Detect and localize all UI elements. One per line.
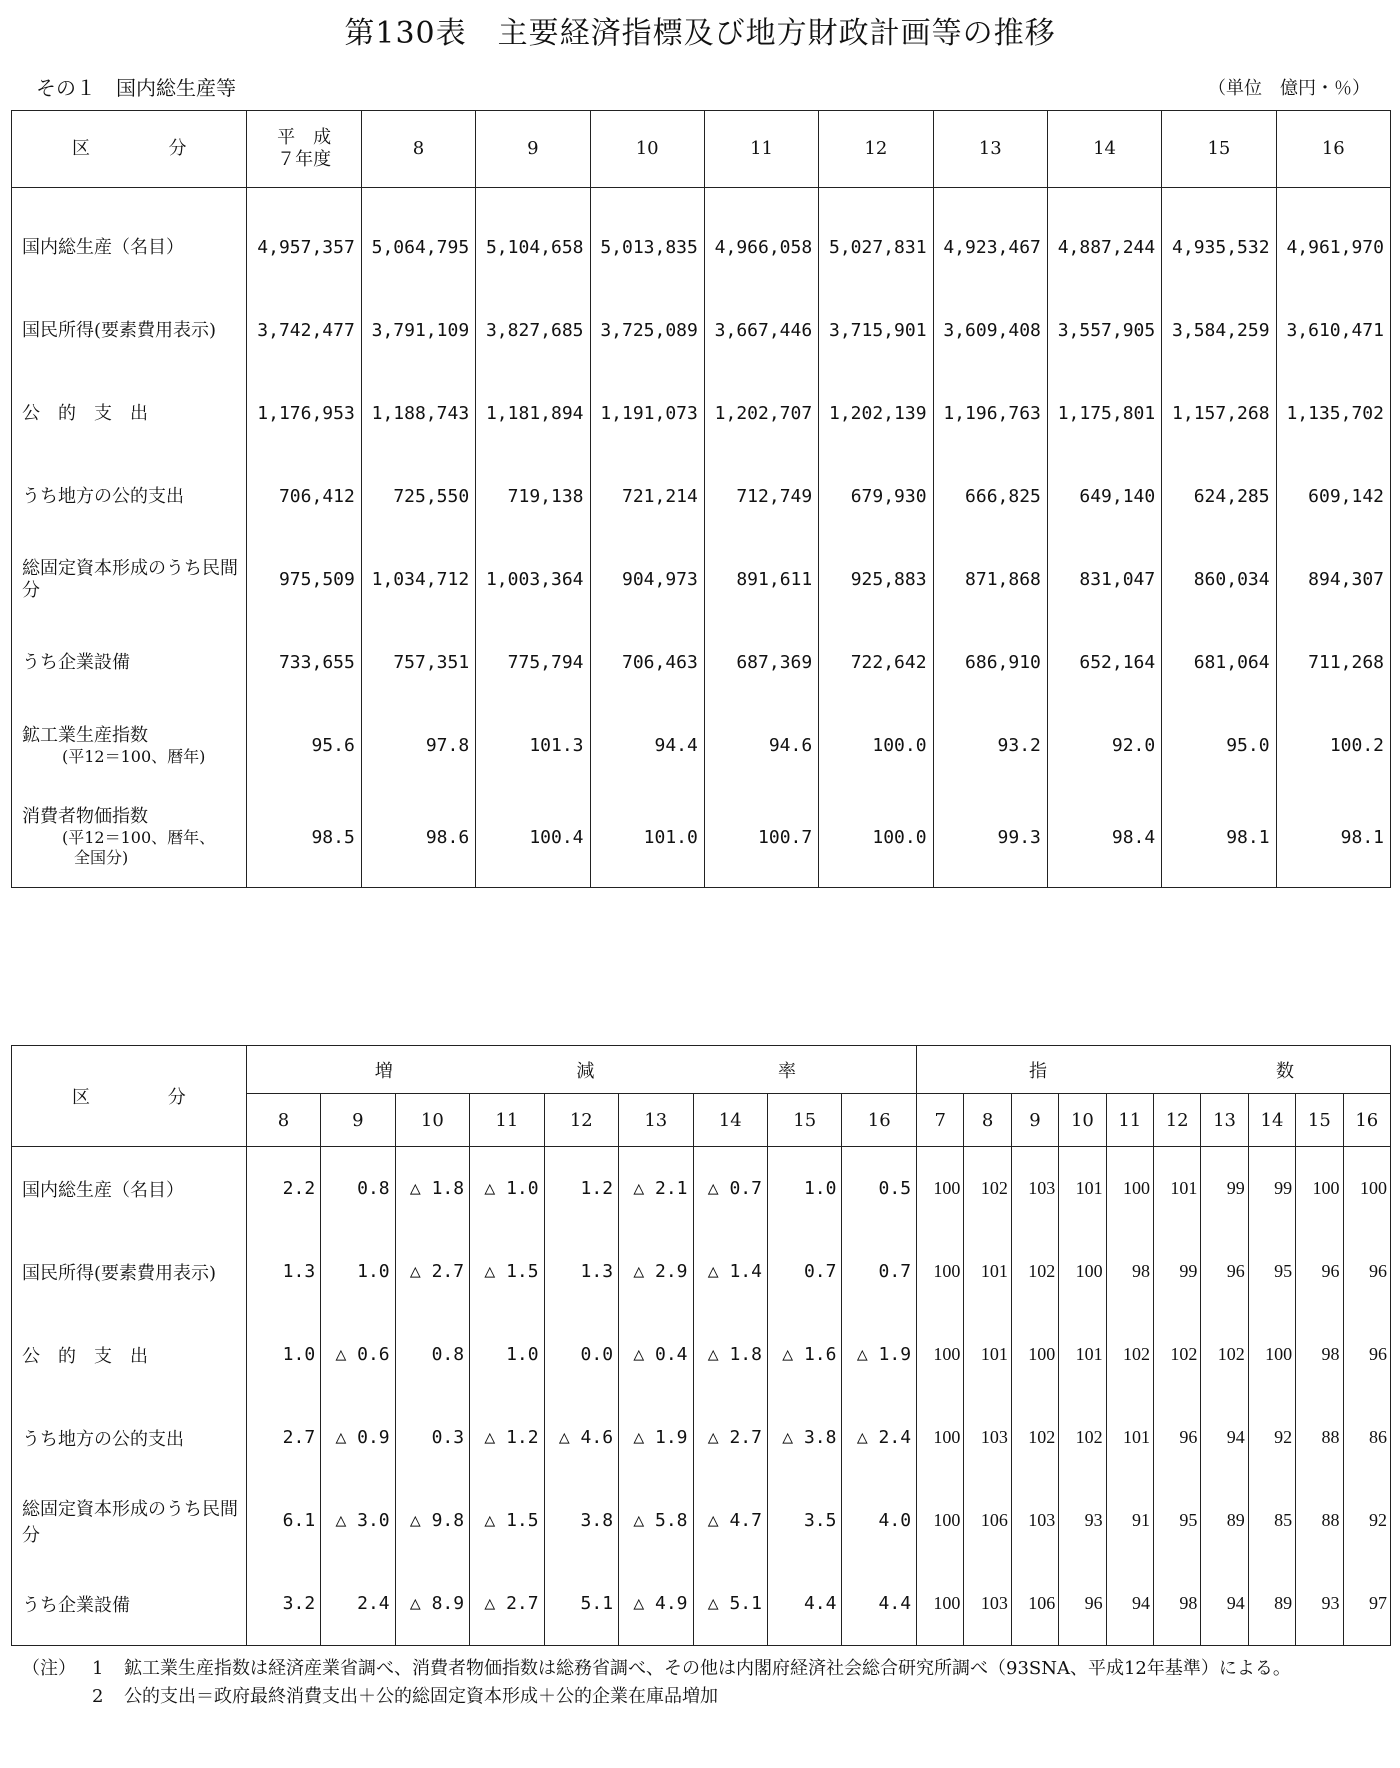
row-label-sub: (平12＝100、暦年) [62, 746, 206, 766]
table-cell: 92.0 [1047, 704, 1161, 787]
index-cell: 94 [1106, 1562, 1153, 1646]
table-cell: 711,268 [1276, 621, 1390, 704]
page-title: 第130表 主要経済指標及び地方財政計画等の推移 [344, 16, 1056, 51]
table-cell: 1,135,702 [1276, 372, 1390, 455]
table-cell: 719,138 [476, 455, 590, 538]
footnote-2 [22, 1683, 1382, 1711]
table-header-row [12, 111, 1391, 188]
index-cell: 96 [1343, 1230, 1390, 1313]
rate-cell: △ 1.6 [767, 1313, 841, 1396]
index-cell: 100 [917, 1396, 964, 1479]
index-cell: 102 [964, 1147, 1011, 1231]
table-cell: 100.0 [819, 787, 933, 888]
index-cell: 99 [1201, 1147, 1248, 1231]
table-cell: 706,463 [590, 621, 704, 704]
rate-cell: 5.1 [544, 1562, 618, 1646]
header-year: 12 [819, 111, 933, 188]
table-cell: 1,181,894 [476, 372, 590, 455]
index-cell: 100 [917, 1562, 964, 1646]
row-label: 国内総生産（名目） [12, 1147, 247, 1231]
header-year: 16 [1276, 111, 1390, 188]
rate-cell: △ 1.4 [693, 1230, 767, 1313]
header-rate-year: 15 [767, 1094, 841, 1147]
rates-index-table [11, 1045, 1391, 1646]
rate-cell: △ 2.9 [619, 1230, 693, 1313]
rate-cell: 0.8 [395, 1313, 469, 1396]
rate-cell: 2.7 [246, 1396, 320, 1479]
rate-cell: △ 4.9 [619, 1562, 693, 1646]
rate-group-char: 増 [374, 1060, 393, 1082]
row-label-text: 公 的 支 出 [22, 402, 148, 424]
index-cell: 101 [964, 1313, 1011, 1396]
table-cell: 100.4 [476, 787, 590, 888]
table-cell: 1,202,139 [819, 372, 933, 455]
rate-cell: 1.0 [321, 1230, 395, 1313]
index-cell: 91 [1106, 1479, 1153, 1562]
index-cell: 101 [1059, 1313, 1106, 1396]
year-first-line1: 平 成 [277, 127, 332, 148]
index-cell: 85 [1248, 1479, 1295, 1562]
header-index-group [917, 1046, 1391, 1094]
row-label [12, 704, 247, 787]
header-year: 9 [476, 111, 590, 188]
index-cell: 102 [1153, 1313, 1200, 1396]
rate-cell: △ 1.8 [395, 1147, 469, 1231]
index-cell: 106 [964, 1479, 1011, 1562]
table-cell: 706,412 [247, 455, 361, 538]
index-cell: 97 [1343, 1562, 1390, 1646]
row-label-text: 総固定資本形成のうち民間分 [22, 557, 238, 601]
header-rate-year: 10 [395, 1094, 469, 1147]
table-cell: 1,188,743 [361, 372, 475, 455]
row-label [12, 787, 247, 888]
rate-cell: △ 1.5 [470, 1230, 544, 1313]
rate-cell: △ 1.8 [693, 1313, 767, 1396]
index-cell: 93 [1059, 1479, 1106, 1562]
index-cell: 100 [917, 1479, 964, 1562]
row-label-text: うち企業設備 [22, 651, 130, 673]
rate-cell: 1.0 [767, 1147, 841, 1231]
index-cell: 103 [964, 1562, 1011, 1646]
table-row [12, 372, 1391, 455]
table-cell: 4,957,357 [247, 188, 361, 290]
index-cell: 101 [964, 1230, 1011, 1313]
group-header-row [12, 1046, 1391, 1094]
index-cell: 99 [1153, 1230, 1200, 1313]
table-cell: 757,351 [361, 621, 475, 704]
table-cell: 100.2 [1276, 704, 1390, 787]
table-cell: 721,214 [590, 455, 704, 538]
table-cell: 891,611 [704, 538, 818, 621]
rate-cell: 3.8 [544, 1479, 618, 1562]
index-cell: 95 [1153, 1479, 1200, 1562]
header-rate-year: 11 [470, 1094, 544, 1147]
table-cell: 4,966,058 [704, 188, 818, 290]
index-cell: 100 [1106, 1147, 1153, 1231]
table-cell: 687,369 [704, 621, 818, 704]
rate-cell: △ 5.8 [619, 1479, 693, 1562]
row-label: 公 的 支 出 [12, 1313, 247, 1396]
header-rate-year: 8 [246, 1094, 320, 1147]
rate-cell: △ 3.0 [321, 1479, 395, 1562]
table-cell: 1,202,707 [704, 372, 818, 455]
index-cell: 102 [1011, 1230, 1058, 1313]
row-label [12, 455, 247, 538]
rate-cell: △ 4.7 [693, 1479, 767, 1562]
header-category: 区 分 [12, 1046, 247, 1147]
row-label: うち地方の公的支出 [12, 1396, 247, 1479]
header-index-year: 11 [1106, 1094, 1153, 1147]
index-cell: 96 [1059, 1562, 1106, 1646]
table-cell: 5,064,795 [361, 188, 475, 290]
table-cell: 624,285 [1162, 455, 1276, 538]
table-row [12, 1230, 1391, 1313]
table-cell: 5,013,835 [590, 188, 704, 290]
table-cell: 100.7 [704, 787, 818, 888]
row-label: うち企業設備 [12, 1562, 247, 1646]
rate-cell: 2.2 [246, 1147, 320, 1231]
rate-cell: 0.7 [842, 1230, 917, 1313]
index-cell: 88 [1296, 1396, 1343, 1479]
header-index-year: 10 [1059, 1094, 1106, 1147]
index-cell: 100 [917, 1147, 964, 1231]
index-cell: 102 [1106, 1313, 1153, 1396]
rate-cell: 1.3 [246, 1230, 320, 1313]
header-year: 10 [590, 111, 704, 188]
row-label-text: 消費者物価指数 [22, 806, 148, 827]
table-cell: 725,550 [361, 455, 475, 538]
index-cell: 100 [1011, 1313, 1058, 1396]
index-cell: 89 [1201, 1479, 1248, 1562]
index-cell: 100 [1343, 1147, 1390, 1231]
table-cell: 3,725,089 [590, 289, 704, 372]
index-cell: 96 [1153, 1396, 1200, 1479]
header-rate-year: 9 [321, 1094, 395, 1147]
index-cell: 96 [1296, 1230, 1343, 1313]
table-cell: 4,923,467 [933, 188, 1047, 290]
row-label: 国民所得(要素費用表示) [12, 1230, 247, 1313]
header-category: 区 分 [12, 111, 247, 188]
rate-cell: △ 0.4 [619, 1313, 693, 1396]
index-group-char: 指 [1029, 1060, 1048, 1082]
table-cell: 98.1 [1162, 787, 1276, 888]
rate-cell: △ 2.7 [470, 1562, 544, 1646]
rate-cell: 3.2 [246, 1562, 320, 1646]
row-label-sub: 全国分) [74, 848, 129, 867]
index-cell: 86 [1343, 1396, 1390, 1479]
index-cell: 101 [1106, 1396, 1153, 1479]
index-cell: 95 [1248, 1230, 1295, 1313]
header-year: 15 [1162, 111, 1276, 188]
table-cell: 3,609,408 [933, 289, 1047, 372]
footnote-text: 公的支出＝政府最終消費支出＋公的総固定資本形成＋公的企業在庫品増加 [124, 1686, 718, 1707]
table-cell: 1,176,953 [247, 372, 361, 455]
table-cell: 5,104,658 [476, 188, 590, 290]
table-row [12, 1396, 1391, 1479]
index-cell: 98 [1106, 1230, 1153, 1313]
rate-cell: 1.3 [544, 1230, 618, 1313]
rate-group-char: 減 [576, 1060, 595, 1082]
header-index-year: 8 [964, 1094, 1011, 1147]
table-row [12, 787, 1391, 888]
rate-cell: 0.3 [395, 1396, 469, 1479]
table-cell: 681,064 [1162, 621, 1276, 704]
table-cell: 3,667,446 [704, 289, 818, 372]
table-cell: 1,003,364 [476, 538, 590, 621]
table-row [12, 1562, 1391, 1646]
header-index-year: 16 [1343, 1094, 1390, 1147]
table-cell: 733,655 [247, 621, 361, 704]
header-rate-year: 14 [693, 1094, 767, 1147]
header-rate-year: 12 [544, 1094, 618, 1147]
table-cell: 925,883 [819, 538, 933, 621]
header-index-year: 14 [1248, 1094, 1295, 1147]
index-cell: 88 [1296, 1479, 1343, 1562]
index-cell: 102 [1011, 1396, 1058, 1479]
rate-cell: 1.0 [470, 1313, 544, 1396]
index-cell: 99 [1248, 1147, 1295, 1231]
header-index-year: 13 [1201, 1094, 1248, 1147]
footnotes [22, 1655, 1382, 1711]
table-row [12, 704, 1391, 787]
table-cell: 775,794 [476, 621, 590, 704]
rate-cell: △ 5.1 [693, 1562, 767, 1646]
table-row [12, 1147, 1391, 1231]
table-cell: 98.4 [1047, 787, 1161, 888]
table-row [12, 455, 1391, 538]
header-index-year: 15 [1296, 1094, 1343, 1147]
table-cell: 98.6 [361, 787, 475, 888]
index-cell: 100 [917, 1313, 964, 1396]
table-cell: 712,749 [704, 455, 818, 538]
table-cell: 4,961,970 [1276, 188, 1390, 290]
rate-cell: 1.0 [246, 1313, 320, 1396]
table-cell: 101.0 [590, 787, 704, 888]
index-cell: 102 [1059, 1396, 1106, 1479]
footnote-1 [22, 1655, 1382, 1683]
index-cell: 100 [1248, 1313, 1295, 1396]
table-cell: 3,827,685 [476, 289, 590, 372]
table-row [12, 1479, 1391, 1562]
header-year-first [247, 111, 361, 188]
row-label-text: 国民所得(要素費用表示) [22, 319, 217, 341]
rate-cell: 0.0 [544, 1313, 618, 1396]
table-cell: 101.3 [476, 704, 590, 787]
rate-cell: △ 1.9 [842, 1313, 917, 1396]
header-year: 13 [933, 111, 1047, 188]
index-cell: 100 [1296, 1147, 1343, 1231]
index-cell: 103 [964, 1396, 1011, 1479]
table-cell: 871,868 [933, 538, 1047, 621]
table-cell: 652,164 [1047, 621, 1161, 704]
table-row [12, 621, 1391, 704]
index-cell: 103 [1011, 1147, 1058, 1231]
index-cell: 98 [1153, 1562, 1200, 1646]
table-cell: 5,027,831 [819, 188, 933, 290]
index-cell: 106 [1011, 1562, 1058, 1646]
table-cell: 686,910 [933, 621, 1047, 704]
rate-cell: △ 8.9 [395, 1562, 469, 1646]
table-cell: 93.2 [933, 704, 1047, 787]
footnote-label: （注） [22, 1658, 76, 1679]
row-label [12, 621, 247, 704]
table-cell: 94.6 [704, 704, 818, 787]
table-cell: 1,175,801 [1047, 372, 1161, 455]
row-label-sub: (平12＝100、暦年、 [62, 828, 216, 847]
index-cell: 92 [1248, 1396, 1295, 1479]
section-subtitle: その１ 国内総生産等 [36, 76, 236, 100]
rate-cell: 0.5 [842, 1147, 917, 1231]
rate-cell: △ 1.0 [470, 1147, 544, 1231]
header-rate-group [246, 1046, 916, 1094]
rate-cell: △ 0.9 [321, 1396, 395, 1479]
table-cell: 97.8 [361, 704, 475, 787]
index-cell: 100 [917, 1230, 964, 1313]
rate-cell: △ 2.7 [693, 1396, 767, 1479]
table-cell: 975,509 [247, 538, 361, 621]
header-index-year: 7 [917, 1094, 964, 1147]
row-label: 総固定資本形成のうち民間分 [12, 1479, 247, 1562]
table-cell: 95.0 [1162, 704, 1276, 787]
footnote-text: 鉱工業生産指数は経済産業省調べ、消費者物価指数は総務省調べ、その他は内閣府経済社会総合研究所調べ（93SNA、平成12年基準）による。 [124, 1658, 1291, 1679]
header-index-year: 12 [1153, 1094, 1200, 1147]
rate-group-char: 率 [778, 1060, 797, 1082]
gdp-table [11, 110, 1391, 888]
rate-cell: 3.5 [767, 1479, 841, 1562]
rate-cell: △ 0.7 [693, 1147, 767, 1231]
table-cell: 4,887,244 [1047, 188, 1161, 290]
index-cell: 102 [1201, 1313, 1248, 1396]
table-cell: 3,557,905 [1047, 289, 1161, 372]
index-cell: 93 [1296, 1562, 1343, 1646]
table-cell: 3,584,259 [1162, 289, 1276, 372]
table-cell: 100.0 [819, 704, 933, 787]
row-label-text: 鉱工業生産指数 [22, 724, 148, 746]
header-rate-year: 13 [619, 1094, 693, 1147]
table-cell: 98.1 [1276, 787, 1390, 888]
footnote-number: 1 [92, 1658, 104, 1679]
header-year: 14 [1047, 111, 1161, 188]
table-cell: 3,742,477 [247, 289, 361, 372]
table-cell: 94.4 [590, 704, 704, 787]
rate-cell: 4.4 [767, 1562, 841, 1646]
table-cell: 95.6 [247, 704, 361, 787]
unit-note: （単位 億円・％） [1208, 78, 1370, 99]
row-label-text: 国内総生産（名目） [22, 236, 184, 258]
index-cell: 92 [1343, 1479, 1390, 1562]
table-cell: 722,642 [819, 621, 933, 704]
table-cell: 3,791,109 [361, 289, 475, 372]
rate-cell: △ 2.4 [842, 1396, 917, 1479]
table-cell: 609,142 [1276, 455, 1390, 538]
index-cell: 96 [1343, 1313, 1390, 1396]
table-cell: 3,610,471 [1276, 289, 1390, 372]
table-cell: 831,047 [1047, 538, 1161, 621]
rate-cell: △ 3.8 [767, 1396, 841, 1479]
rate-cell: △ 2.7 [395, 1230, 469, 1313]
table-cell: 904,973 [590, 538, 704, 621]
header-year: 8 [361, 111, 475, 188]
table-row [12, 188, 1391, 290]
index-cell: 96 [1201, 1230, 1248, 1313]
rate-cell: △ 1.9 [619, 1396, 693, 1479]
rate-cell: 1.2 [544, 1147, 618, 1231]
index-group-char: 数 [1276, 1060, 1294, 1082]
index-cell: 101 [1153, 1147, 1200, 1231]
table-cell: 860,034 [1162, 538, 1276, 621]
index-cell: 94 [1201, 1562, 1248, 1646]
row-label [12, 289, 247, 372]
rate-cell: 4.0 [842, 1479, 917, 1562]
table-row [12, 1313, 1391, 1396]
header-index-year: 9 [1011, 1094, 1058, 1147]
row-label-text: うち地方の公的支出 [22, 485, 184, 507]
year-first-line2: ７年度 [277, 149, 332, 170]
index-cell: 103 [1011, 1479, 1058, 1562]
header-rate-year: 16 [842, 1094, 917, 1147]
index-cell: 94 [1201, 1396, 1248, 1479]
table-cell: 649,140 [1047, 455, 1161, 538]
row-label [12, 538, 247, 621]
rate-cell: △ 0.6 [321, 1313, 395, 1396]
table-cell: 894,307 [1276, 538, 1390, 621]
rate-cell: 2.4 [321, 1562, 395, 1646]
rate-cell: 4.4 [842, 1562, 917, 1646]
row-label [12, 188, 247, 290]
table-cell: 3,715,901 [819, 289, 933, 372]
rate-cell: △ 1.2 [470, 1396, 544, 1479]
table-cell: 1,034,712 [361, 538, 475, 621]
index-cell: 98 [1296, 1313, 1343, 1396]
header-year: 11 [704, 111, 818, 188]
rate-cell: △ 1.5 [470, 1479, 544, 1562]
table-cell: 98.5 [247, 787, 361, 888]
rate-cell: △ 9.8 [395, 1479, 469, 1562]
row-label [12, 372, 247, 455]
table-cell: 99.3 [933, 787, 1047, 888]
rate-cell: 6.1 [246, 1479, 320, 1562]
table-cell: 1,157,268 [1162, 372, 1276, 455]
table-cell: 1,191,073 [590, 372, 704, 455]
rate-cell: 0.8 [321, 1147, 395, 1231]
rate-cell: △ 2.1 [619, 1147, 693, 1231]
index-cell: 101 [1059, 1147, 1106, 1231]
index-cell: 100 [1059, 1230, 1106, 1313]
table-cell: 666,825 [933, 455, 1047, 538]
rate-cell: △ 4.6 [544, 1396, 618, 1479]
table-row [12, 538, 1391, 621]
rate-cell: 0.7 [767, 1230, 841, 1313]
table-row [12, 289, 1391, 372]
table-cell: 679,930 [819, 455, 933, 538]
table-cell: 4,935,532 [1162, 188, 1276, 290]
index-cell: 89 [1248, 1562, 1295, 1646]
table-cell: 1,196,763 [933, 372, 1047, 455]
footnote-number: 2 [92, 1686, 104, 1707]
